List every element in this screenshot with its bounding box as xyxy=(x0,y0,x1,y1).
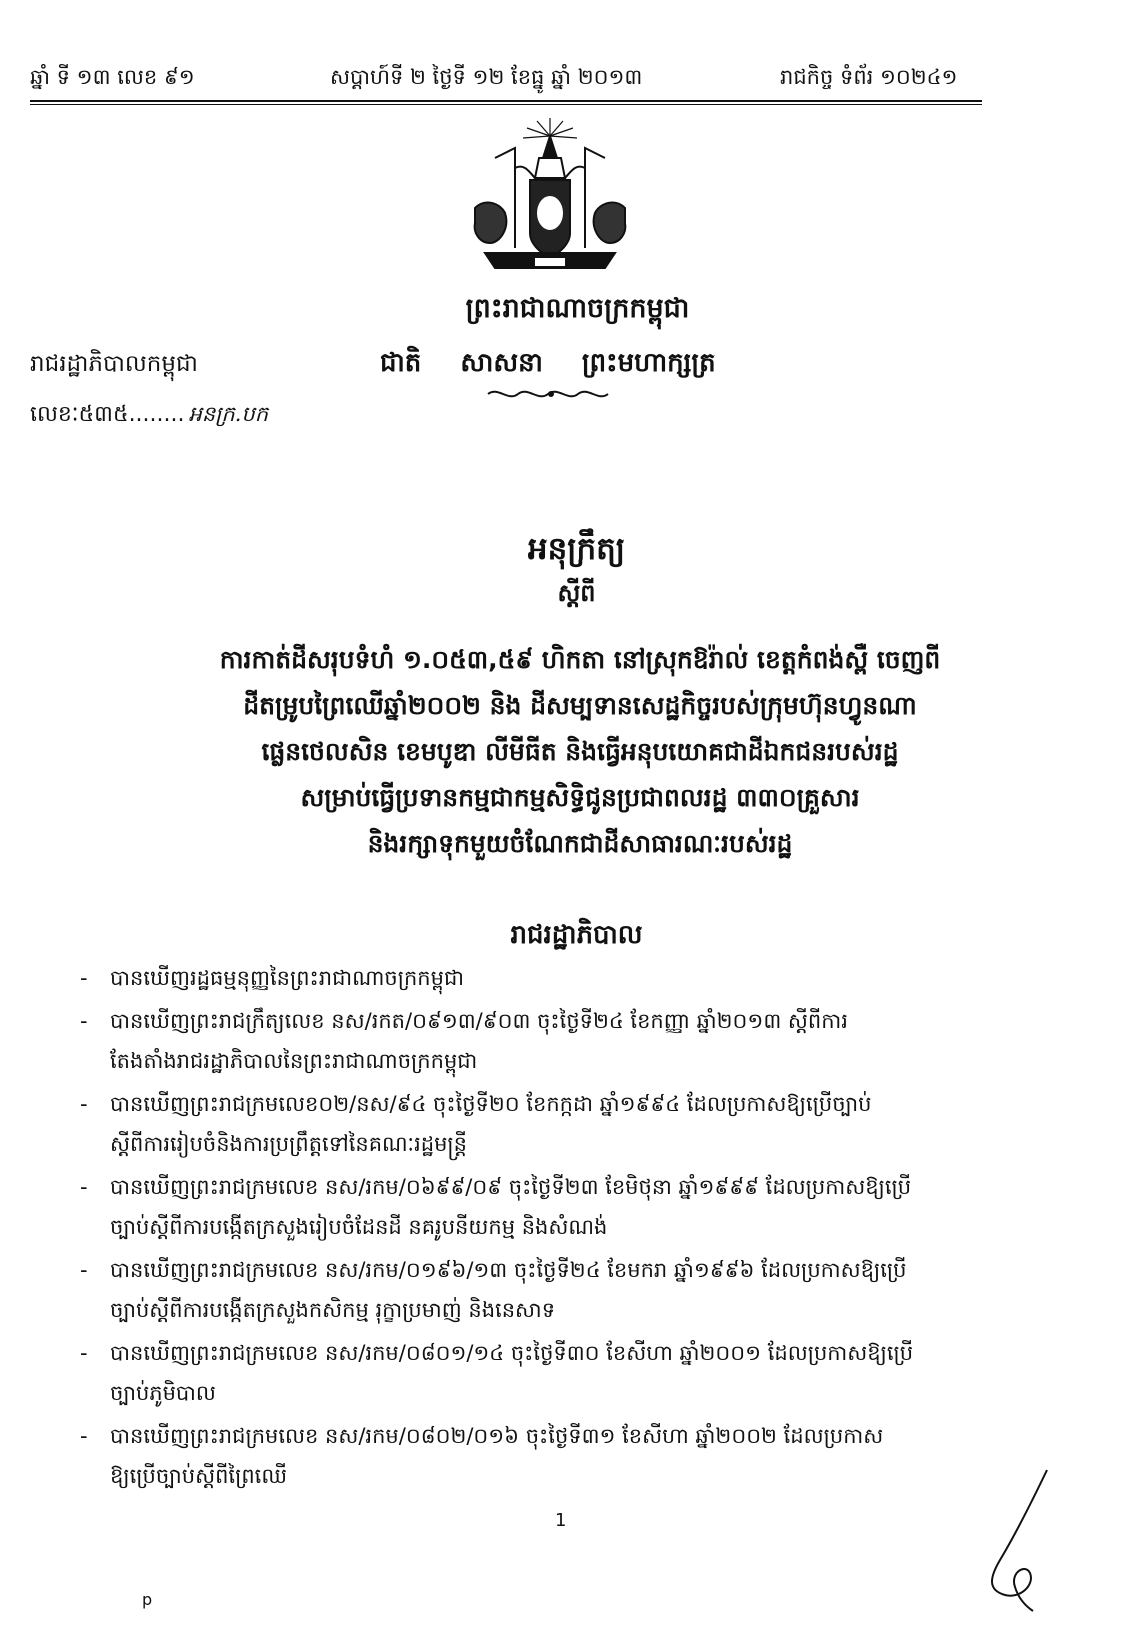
motto-religion: សាសនា xyxy=(460,348,543,378)
motto-king: ព្រះមហាក្សត្រ xyxy=(581,348,716,378)
issuing-authority: រាជរដ្ឋាភិបាលកម្ពុជា xyxy=(30,351,198,377)
visa-item: - បានឃើញព្រះរាជក្រឹត្យលេខ នស/រកត/០៩១៣/៩០៣ ចុះថ្ងៃទី២៤ ខែកញ្ញា ឆ្នាំ២០១៣ ស្តីពីការ តែងតាំងរាជរដ្ឋាភិបាលនៃព្រះរាជាណាចក្រកម្ពុជា xyxy=(80,1009,848,1073)
initials-signature xyxy=(975,1465,1065,1615)
visa-item: - បានឃើញព្រះរាជក្រមលេខ នស/រកម/០៨០២/០១៦ ចុះថ្ងៃទី៣១ ខែសីហា ឆ្នាំ២០០២ ដែលប្រកាស ឱ្យប្រើច្បាប់ស្តីពីព្រៃឈើ xyxy=(80,1424,884,1488)
visa-item: - បានឃើញព្រះរាជក្រមលេខ នស/រកម/០១៩៦/១៣ ចុះថ្ងៃទី២៤ ខែមករា ឆ្នាំ១៩៩៦ ដែលប្រកាសឱ្យប្រើ ច្បាប់ស្តីពីការបង្កើតក្រសួងកសិកម្ម រុក្ខាប្រមាញ់ និងនេសាទ xyxy=(80,1258,907,1322)
reference-handwritten: អនក្រ.បក xyxy=(188,402,269,426)
national-motto xyxy=(380,346,746,384)
title-line: ការកាត់ដីសរុបទំហំ ១.០៥៣,៥៩ ហិកតា នៅស្រុកឱរ៉ាល់ ខេត្តកំពង់ស្ពឺ ចេញពី xyxy=(219,645,941,674)
motto-nation: ជាតិ xyxy=(380,348,422,378)
visa-list xyxy=(82,958,1042,1499)
gazette-header xyxy=(30,64,980,98)
footer-mark: p xyxy=(142,1590,153,1609)
reference-number: លេខៈ៥៣៥........ អនក្រ.បក xyxy=(30,402,269,427)
header-rule xyxy=(30,100,982,102)
visa-item: - បានឃើញព្រះរាជក្រមលេខ នស/រកម/០៨០១/១៤ ចុះថ្ងៃទី៣០ ខែសីហា ឆ្នាំ២០០១ ដែលប្រកាសឱ្យប្រើ ច្បាប់ភូមិបាល xyxy=(80,1341,914,1405)
kingdom-name: ព្រះរាជាណាចក្រកម្ពុជា xyxy=(465,293,690,324)
ornament-divider xyxy=(486,386,616,402)
title-line: ផ្លេនថេលសិន ខេមបូឌា លីមីធីត និងធ្វើអនុបយោគជាដីឯកជនរបស់រដ្ឋ xyxy=(261,737,899,766)
page-number: 1 xyxy=(555,1510,567,1531)
document-title xyxy=(100,637,1060,867)
document-subject-label: ស្តីពី xyxy=(557,579,596,607)
visa-item: - បានឃើញរដ្ឋធម្មនុញ្ញនៃព្រះរាជាណាចក្រកម្ពុជា xyxy=(80,966,464,990)
title-line: ដីតម្រូបព្រៃឈើឆ្នាំ២០០២ និង ដីសម្បទានសេដ្ឋកិច្ចរបស់ក្រុមហ៊ុនហ្វូនណា xyxy=(243,691,917,720)
visa-item: - បានឃើញព្រះរាជក្រមលេខ០២/នស/៩៤ ចុះថ្ងៃទី២០ ខែកក្កដា ឆ្នាំ១៩៩៤ ដែលប្រកាសឱ្យប្រើច្បាប់ ស្តីពីការរៀបចំនិងការប្រព្រឹត្តទៅនៃគណៈរដ្ឋមន្ត្រី xyxy=(80,1092,872,1156)
title-line: និងរក្សាទុកមួយចំណែកជាដីសាធារណៈរបស់រដ្ឋ xyxy=(367,829,793,858)
title-line: សម្រាប់ធ្វើប្រទានកម្មជាកម្មសិទ្ធិជូនប្រជាពលរដ្ឋ ៣៣០គ្រួសារ xyxy=(300,783,860,812)
visa-item: - បានឃើញព្រះរាជក្រមលេខ នស/រកម/០៦៩៩/០៩ ចុះថ្ងៃទី២៣ ខែមិថុនា ឆ្នាំ១៩៩៩ ដែលប្រកាសឱ្យប្រើ ច្បាប់ស្តីពីការបង្កើតក្រសួងរៀបចំដែនដី នគរូបនីយកម្ម និងសំណង់ xyxy=(80,1175,912,1239)
section-heading: រាជរដ្ឋាភិបាល xyxy=(510,920,643,950)
gazette-page: រាជកិច្ច ទំព័រ ១០២៤១ xyxy=(780,65,958,89)
gazette-date: សប្តាហ៍ទី ២ ថ្ងៃទី ១២ ខែធ្នូ ឆ្នាំ ២០១៣ xyxy=(330,65,643,89)
reference-label: លេខៈ xyxy=(30,402,79,427)
royal-coat-of-arms-emblem xyxy=(455,118,645,278)
gazette-year-issue: ឆ្នាំ ទី ១៣ លេខ ៩១ xyxy=(30,65,195,89)
document-type: អនុក្រឹត្យ xyxy=(527,531,626,567)
header-rule-thin xyxy=(30,104,982,105)
reference-value: ៥៣៥ xyxy=(78,402,129,427)
